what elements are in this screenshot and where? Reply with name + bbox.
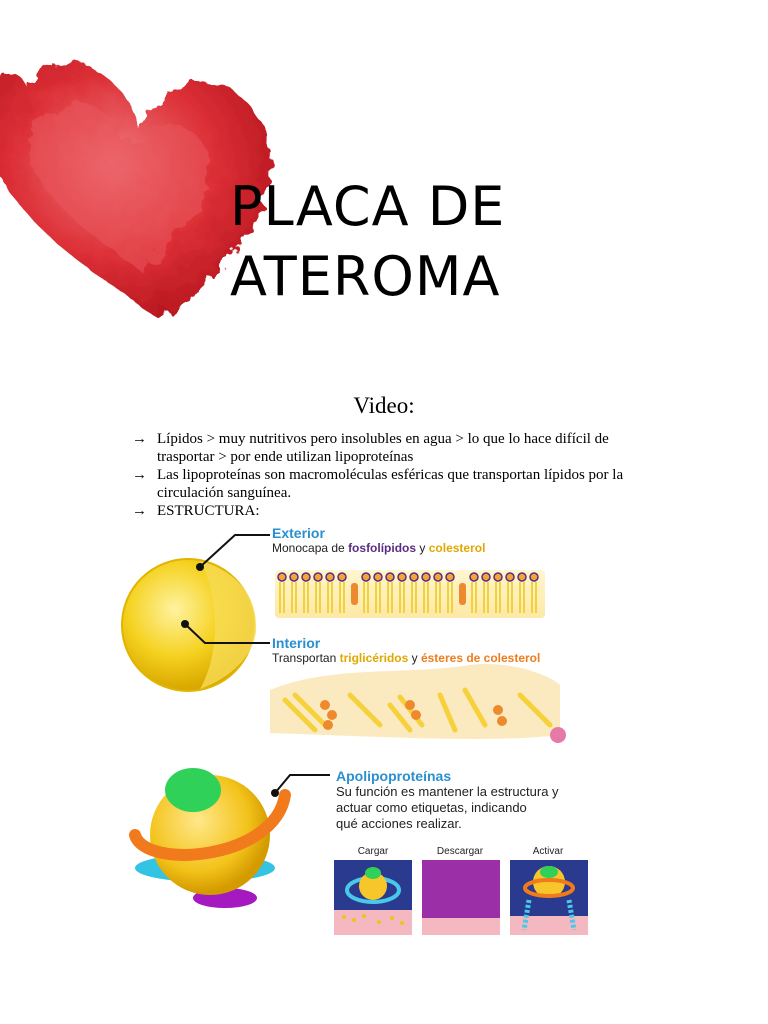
apolipoproteins-heading: Apolipoproteínas <box>336 768 452 784</box>
phospholipid-head <box>398 573 406 581</box>
phospholipid-head <box>446 573 454 581</box>
phospholipid-head <box>518 573 526 581</box>
panel-descargar <box>422 860 500 935</box>
list-item-text: Lípidos > muy nutritivos pero insolubles en agua > lo que lo hace difícil de trasportar > por ende utilizan lipoproteínas <box>157 431 609 465</box>
phospholipid-head <box>506 573 514 581</box>
phospholipid-head <box>386 573 394 581</box>
phospholipid-head <box>290 573 298 581</box>
arrow-icon: → <box>132 503 147 519</box>
apolipoproteins-label <box>336 768 559 832</box>
panel-activar <box>510 860 588 935</box>
phospholipid-head <box>470 573 478 581</box>
triglycerides-term: triglicéridos <box>339 651 409 665</box>
phospholipids-term: fosfolípidos <box>348 541 417 555</box>
exterior-description: Monocapa de fosfolípidos y colesterol <box>272 541 486 555</box>
phospholipid-head <box>530 573 538 581</box>
section-heading: Video: <box>353 393 415 418</box>
list-item <box>132 502 662 520</box>
interior-heading: Interior <box>272 635 321 651</box>
exterior-heading: Exterior <box>272 525 325 541</box>
phospholipid-head <box>482 573 490 581</box>
list-item <box>132 430 662 466</box>
panel-label-cargar: Cargar <box>357 846 389 857</box>
phospholipid-head <box>338 573 346 581</box>
list-item-text: Las lipoproteínas son macromoléculas esféricas que transportan lípidos por la circulación sanguínea. <box>157 467 624 501</box>
list-item <box>132 466 662 502</box>
phospholipid-head <box>410 573 418 581</box>
apolipoprotein-panels <box>334 860 588 935</box>
page-title <box>230 172 630 312</box>
list-item-text: ESTRUCTURA: <box>157 503 260 519</box>
panel-cargar <box>334 860 412 935</box>
arrow-icon: → <box>132 431 147 447</box>
arrow-icon: → <box>132 467 147 483</box>
phospholipid-head <box>278 573 286 581</box>
phospholipid-head <box>362 573 370 581</box>
title-line-2: ATEROMA <box>230 245 501 308</box>
panel-label-activar: Activar <box>532 846 564 857</box>
title-line-1: PLACA DE <box>230 175 506 238</box>
cholesterol-molecule <box>351 583 358 605</box>
panel-label-descargar: Descargar <box>436 846 484 857</box>
phospholipid-head <box>302 573 310 581</box>
phospholipid-head <box>494 573 502 581</box>
apolipoproteins-line: Su función es mantener la estructura y <box>336 784 559 799</box>
phospholipid-head <box>326 573 334 581</box>
apolipoproteins-line: actuar como etiquetas, indicando <box>336 800 527 815</box>
interior-label <box>272 635 540 666</box>
phospholipid-head <box>374 573 382 581</box>
cholesterol-term: colesterol <box>428 541 486 555</box>
exterior-label <box>272 525 485 556</box>
phospholipid-head <box>422 573 430 581</box>
phospholipid-head <box>314 573 322 581</box>
phospholipid-head <box>434 573 442 581</box>
apolipoproteins-line: qué acciones realizar. <box>336 816 462 831</box>
interior-description: Transportan triglicéridos y ésteres de colesterol <box>272 651 541 665</box>
cholesterol-molecule <box>459 583 466 605</box>
bullet-list <box>132 430 662 520</box>
cholesterol-esters-term: ésteres de colesterol <box>420 651 541 665</box>
